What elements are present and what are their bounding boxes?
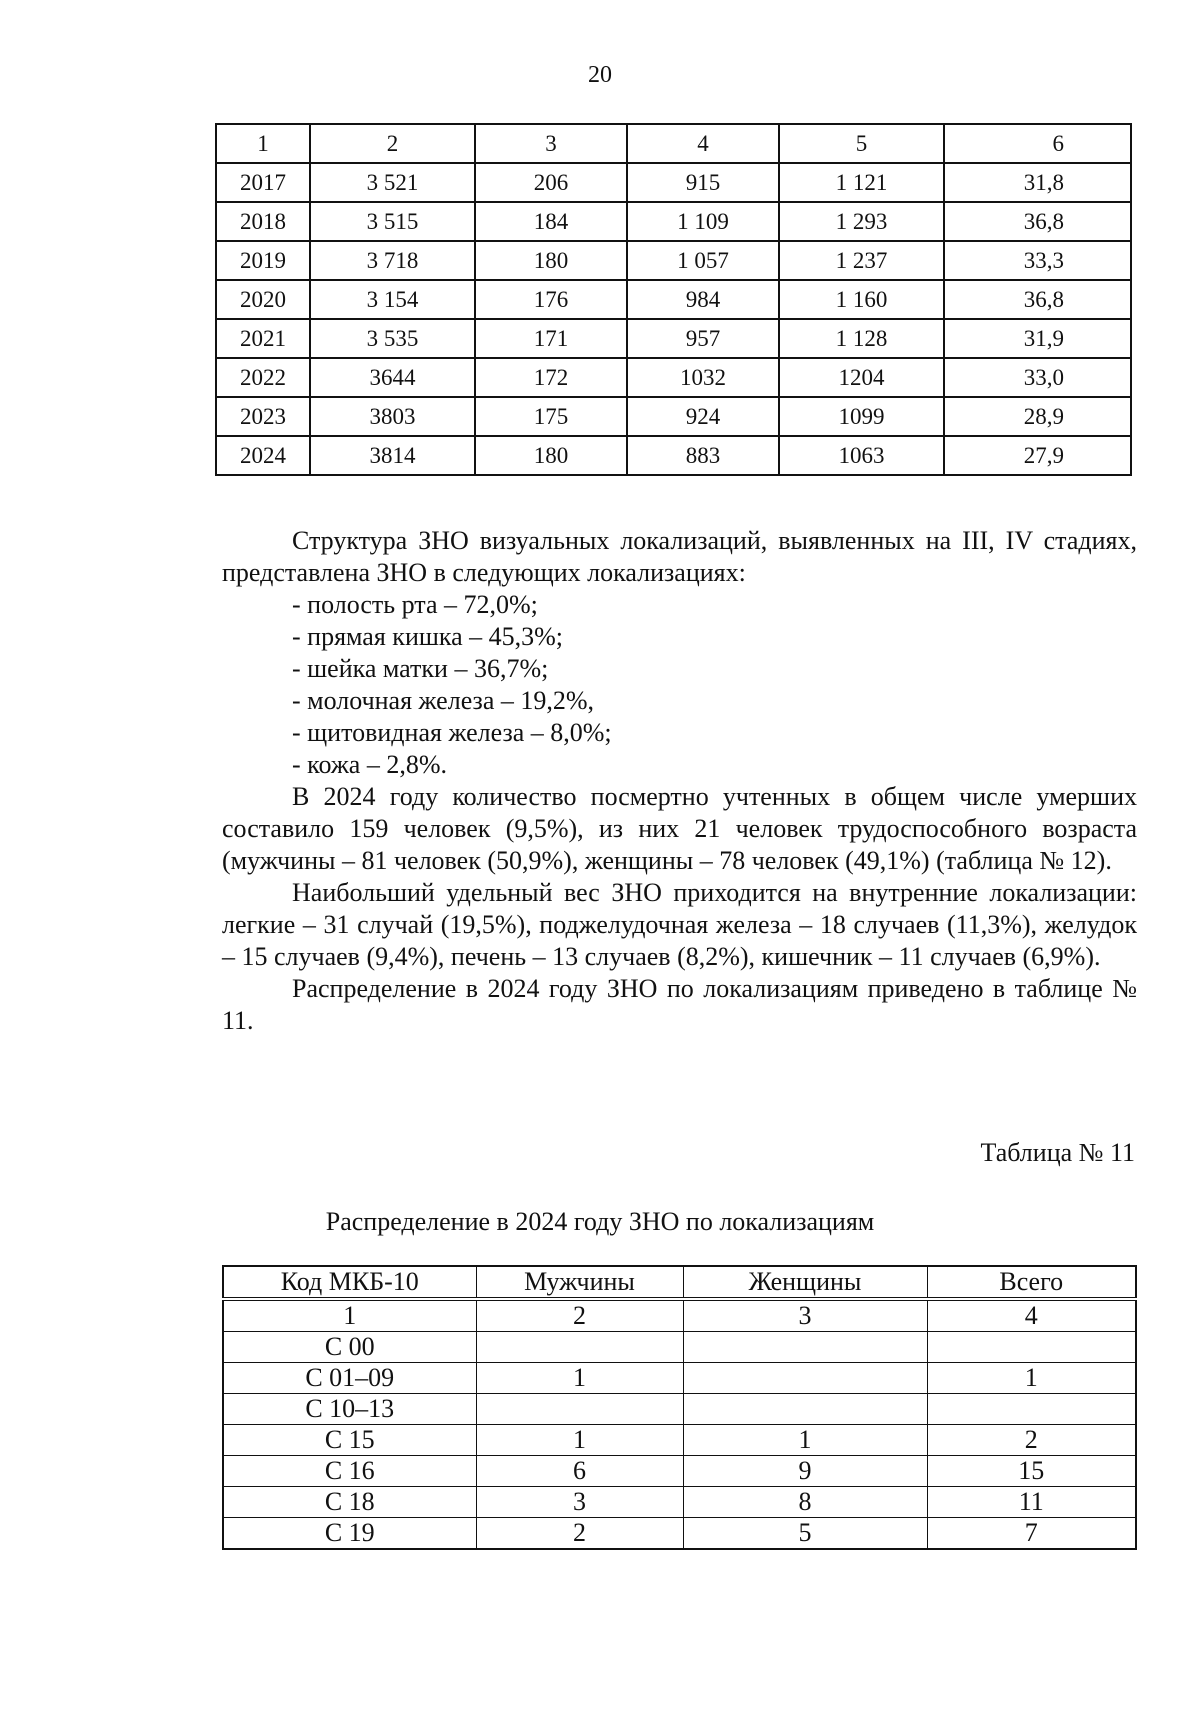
table-cell: 175 [475, 397, 627, 436]
table-cell [476, 1332, 683, 1363]
table-cell: 176 [475, 280, 627, 319]
table-cell: 3 154 [310, 280, 475, 319]
table-cell [476, 1394, 683, 1425]
list-item: - кожа – 2,8%. [292, 750, 447, 779]
table-cell: 184 [475, 202, 627, 241]
table-cell: С 16 [223, 1456, 476, 1487]
distribution-paragraph: Распределение в 2024 году ЗНО по локализациям приведено в таблице № 11. [222, 974, 1137, 1035]
table-cell: 1 [927, 1363, 1136, 1394]
table-header-row [216, 124, 1131, 163]
table-cell: 4 [627, 124, 779, 163]
table-row [216, 358, 1131, 397]
table-row [216, 319, 1131, 358]
table-cell: 1 128 [779, 319, 944, 358]
table-cell: 6 [944, 124, 1131, 163]
table-cell: 2020 [216, 280, 310, 319]
table-cell: 2 [927, 1425, 1136, 1456]
table-cell: С 19 [223, 1518, 476, 1550]
table-cell [683, 1363, 927, 1394]
table-cell: 1 237 [779, 241, 944, 280]
internal-localizations-paragraph: Наибольший удельный вес ЗНО приходится на внутренние локализации: легкие – 31 случай (19,5%), поджелудочная железа – 18 случаев (11,3%), желудок – 15 случаев (9,4%), печень – 13 случаев (8,2%), кишечник – 11 случаев (6,9%). [222, 878, 1137, 971]
table-row [216, 436, 1131, 475]
table-cell [683, 1394, 927, 1425]
table-cell: 1 [216, 124, 310, 163]
table-cell: 1 057 [627, 241, 779, 280]
body-text [222, 525, 1137, 1037]
table-cell: 3 521 [310, 163, 475, 202]
table-cell: 2019 [216, 241, 310, 280]
table-cell: С 10–13 [223, 1394, 476, 1425]
table-cell: 1 [476, 1363, 683, 1394]
table-cell: 7 [927, 1518, 1136, 1550]
table-row [223, 1363, 1136, 1394]
table-row [223, 1456, 1136, 1487]
deaths-paragraph: В 2024 году количество посмертно учтенных в общем числе умерших составило 159 человек (9,5%), из них 21 человек трудоспособного возраста (мужчины – 81 человек (50,9%), женщины – 78 человек (49,1%) (таблица № 12). [222, 782, 1137, 875]
table-cell: 11 [927, 1487, 1136, 1518]
table-cell: 883 [627, 436, 779, 475]
table-cell: 180 [475, 436, 627, 475]
table-cell: 2023 [216, 397, 310, 436]
table-cell: 1204 [779, 358, 944, 397]
table-row [216, 280, 1131, 319]
intro-paragraph: Структура ЗНО визуальных локализаций, выявленных на III, IV стадиях, представлена ЗНО в следующих локализациях: [222, 526, 1137, 587]
list-item: - полость рта – 72,0%; [292, 590, 538, 619]
table-cell: Женщины [683, 1266, 927, 1299]
table-row [216, 397, 1131, 436]
table-cell: 1 [476, 1425, 683, 1456]
table-cell: 4 [927, 1299, 1136, 1332]
table-cell: 3803 [310, 397, 475, 436]
table-cell: 1 160 [779, 280, 944, 319]
table-cell: 5 [683, 1518, 927, 1550]
page-number: 20 [588, 62, 612, 88]
table-cell: 15 [927, 1456, 1136, 1487]
table-cell: 3 535 [310, 319, 475, 358]
table-cell: 1032 [627, 358, 779, 397]
table-row [216, 202, 1131, 241]
table-cell: 2024 [216, 436, 310, 475]
table-cell: 3644 [310, 358, 475, 397]
table-row [216, 163, 1131, 202]
list-item: - молочная железа – 19,2%, [292, 686, 595, 715]
table-caption: Таблица № 11 [980, 1138, 1135, 1167]
list-item: - шейка матки – 36,7%; [292, 654, 549, 683]
table-number-row [223, 1299, 1136, 1332]
table-cell: 206 [475, 163, 627, 202]
table-cell: 3814 [310, 436, 475, 475]
table-cell: 28,9 [944, 397, 1131, 436]
table-cell: 3 [683, 1299, 927, 1332]
localization-list [222, 589, 1137, 781]
table-cell [927, 1394, 1136, 1425]
table-cell: 27,9 [944, 436, 1131, 475]
table-cell: 2018 [216, 202, 310, 241]
table-cell: 36,8 [944, 280, 1131, 319]
table-cell: 915 [627, 163, 779, 202]
table-row [223, 1394, 1136, 1425]
table-row [223, 1332, 1136, 1363]
table-row [223, 1487, 1136, 1518]
table-row [223, 1425, 1136, 1456]
table-cell: 1099 [779, 397, 944, 436]
table-cell: Код МКБ-10 [223, 1266, 476, 1299]
table-cell: 1 293 [779, 202, 944, 241]
table-cell: 2022 [216, 358, 310, 397]
table-cell: 924 [627, 397, 779, 436]
table-cell: 1 [683, 1425, 927, 1456]
table-cell: 31,9 [944, 319, 1131, 358]
table-cell: 33,0 [944, 358, 1131, 397]
table-header-row [223, 1266, 1136, 1299]
table-cell: 957 [627, 319, 779, 358]
table-cell: 2017 [216, 163, 310, 202]
table-cell: 3 515 [310, 202, 475, 241]
table-cell: Всего [927, 1266, 1136, 1299]
table-cell: 9 [683, 1456, 927, 1487]
table-cell: С 01–09 [223, 1363, 476, 1394]
table-cell: 1 [223, 1299, 476, 1332]
table-cell: 1063 [779, 436, 944, 475]
table-row [216, 241, 1131, 280]
table-cell [927, 1332, 1136, 1363]
table-cell: 171 [475, 319, 627, 358]
table-cell: 36,8 [944, 202, 1131, 241]
table-cell: Мужчины [476, 1266, 683, 1299]
table-cell: 6 [476, 1456, 683, 1487]
table-cell: 3 718 [310, 241, 475, 280]
table-cell: С 18 [223, 1487, 476, 1518]
yearly-statistics-table [215, 123, 1132, 476]
table-cell: 1 109 [627, 202, 779, 241]
list-item: - прямая кишка – 45,3%; [292, 622, 564, 651]
table-cell: 3 [476, 1487, 683, 1518]
table-cell: С 00 [223, 1332, 476, 1363]
table-cell: 2021 [216, 319, 310, 358]
table-cell: 180 [475, 241, 627, 280]
table-cell: 3 [475, 124, 627, 163]
table-cell: 8 [683, 1487, 927, 1518]
table-cell: 31,8 [944, 163, 1131, 202]
table-cell: 2 [476, 1518, 683, 1550]
table-title: Распределение в 2024 году ЗНО по локализациям [325, 1207, 875, 1236]
localization-table [222, 1265, 1137, 1550]
list-item: - щитовидная железа – 8,0%; [292, 718, 612, 747]
table-cell: 2 [310, 124, 475, 163]
table-row [223, 1518, 1136, 1550]
table-cell: С 15 [223, 1425, 476, 1456]
table-cell: 33,3 [944, 241, 1131, 280]
table-cell: 2 [476, 1299, 683, 1332]
table-cell: 1 121 [779, 163, 944, 202]
table-cell: 172 [475, 358, 627, 397]
table-cell: 5 [779, 124, 944, 163]
table-cell: 984 [627, 280, 779, 319]
table-cell [683, 1332, 927, 1363]
